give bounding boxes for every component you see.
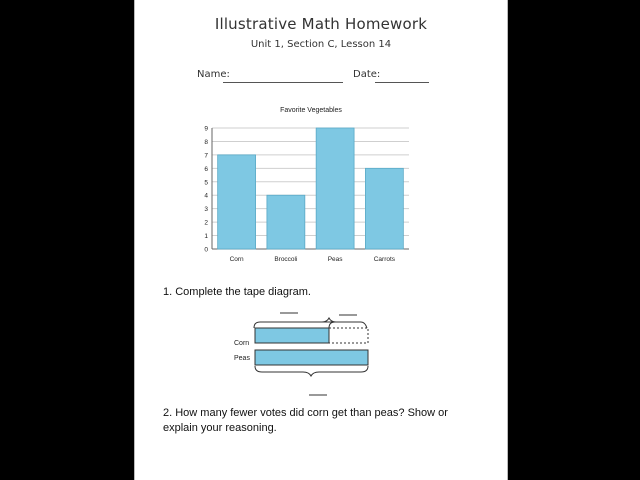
tape-label-corn: Corn (234, 340, 250, 347)
worksheet-subtitle: Unit 1, Section C, Lesson 14 (250, 39, 392, 50)
x-tick-label: Broccoli (274, 256, 298, 263)
date-blank (375, 82, 429, 83)
y-tick-label: 8 (204, 138, 208, 146)
y-tick-label: 2 (204, 219, 208, 227)
y-tick-label: 5 (204, 179, 208, 187)
name-label: Name: (197, 69, 230, 80)
y-tick-label: 1 (204, 233, 208, 241)
bar-peas (316, 128, 354, 249)
tape-bar-peas (255, 350, 368, 365)
name-blank (223, 82, 343, 83)
y-tick-label: 4 (204, 192, 208, 200)
chart-title: Favorite Vegetables (280, 107, 342, 114)
date-label: Date: (353, 69, 381, 80)
bar-chart (135, 98, 507, 270)
x-tick-label: Carrots (373, 256, 396, 263)
worksheet-title: Illustrative Math Homework (214, 15, 428, 33)
y-tick-label: 3 (204, 206, 208, 214)
brace-peas (255, 366, 368, 376)
brace-corn (254, 318, 336, 328)
worksheet-page (134, 0, 508, 480)
tape-diagram (135, 305, 507, 400)
tape-label-peas: Peas (234, 355, 250, 362)
y-tick-label: 7 (204, 152, 208, 160)
y-tick-label: 0 (204, 246, 208, 254)
x-tick-label: Peas (327, 256, 343, 263)
brace-difference (329, 322, 367, 328)
question-2: 2. How many fewer votes did corn get than peas? Show or explain your reasoning. (163, 407, 448, 434)
bar-carrots (365, 168, 403, 249)
y-tick-label: 6 (204, 165, 208, 173)
tape-bar-corn-missing (329, 328, 368, 343)
bar-broccoli (267, 195, 305, 249)
bar-corn (218, 155, 256, 249)
question-1: 1. Complete the tape diagram. (163, 286, 311, 298)
x-tick-label: Corn (229, 256, 244, 263)
tape-bar-corn (255, 328, 329, 343)
y-tick-label: 9 (204, 125, 208, 133)
